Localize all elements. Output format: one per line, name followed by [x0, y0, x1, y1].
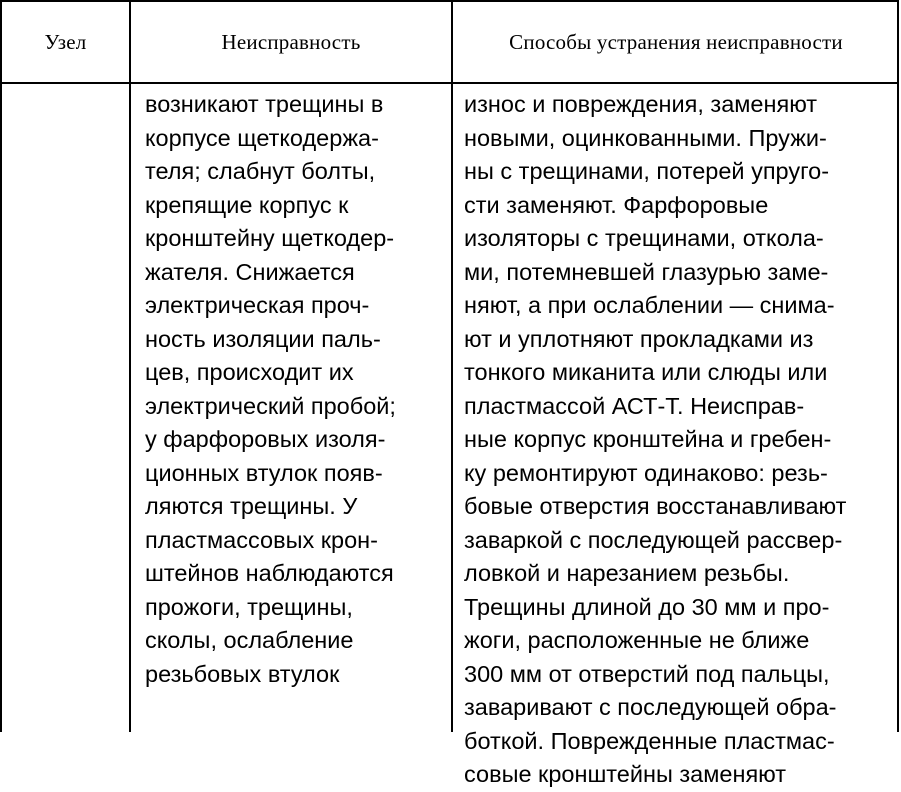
remedy-line: ми, потемневшей глазурью заме- — [464, 258, 829, 285]
fault-line: прожоги, трещины, — [145, 593, 353, 620]
fault-line: штейнов наблюдаются — [145, 560, 394, 586]
remedy-line: сти заменяют. Фарфоровые — [464, 191, 769, 218]
remedy-line: бовые отверстия восстанавливают — [464, 493, 847, 519]
header-node: Узел — [44, 29, 87, 54]
remedy-line: износ и повреждения, заменяют — [464, 91, 818, 117]
remedy-line: жоги, расположенные не ближе — [464, 627, 810, 653]
fault-line: резьбовых втулок — [145, 660, 340, 687]
remedy-line: няют, а при ослаблении — снима- — [464, 292, 835, 318]
remedy-line: новыми, оцинкованными. Пружи- — [464, 124, 827, 151]
fault-line: ляются трещины. У — [145, 493, 358, 519]
remedy-line: ны с трещинами, потерей упруго- — [464, 158, 830, 184]
remedy-line: тонкого миканита или слюды или — [464, 359, 828, 385]
fault-line: сколы, ослабление — [145, 627, 354, 653]
fault-line: кронштейну щеткодер- — [145, 225, 395, 251]
fault-line: электрический пробой; — [145, 392, 396, 419]
remedy-line: ные корпус кронштейна и гребен- — [464, 426, 832, 452]
cell-remedy — [464, 88, 846, 792]
column-divider-1 — [129, 2, 131, 732]
remedy-line: заваркой с последующей рассвер- — [464, 526, 843, 553]
remedy-line: заваривают с последующей обра- — [464, 694, 837, 720]
fault-line: ционных втулок появ- — [145, 459, 383, 486]
remedy-line: ют и уплотняют прокладками из — [464, 325, 814, 352]
fault-line: корпусе щеткодержа- — [145, 124, 379, 151]
header-fault: Неисправность — [221, 29, 361, 54]
fault-line: цев, происходит их — [145, 359, 354, 385]
remedy-line: ку ремонтируют одинаково: резь- — [464, 459, 828, 486]
remedy-line: изоляторы с трещинами, откола- — [464, 225, 824, 251]
header-divider — [2, 82, 897, 84]
column-divider-2 — [451, 2, 453, 732]
fault-line: электрическая проч- — [145, 292, 370, 318]
remedy-line: 300 мм от отверстий под пальцы, — [464, 660, 830, 687]
fault-line: крепящие корпус к — [145, 191, 349, 218]
remedy-line: ловкой и нарезанием резьбы. — [464, 560, 790, 586]
fault-line: пластмассовых крон- — [145, 526, 378, 553]
fault-line: жателя. Снижается — [145, 258, 355, 285]
fault-line: у фарфоровых изоля- — [145, 426, 386, 452]
remedy-line: Трещины длиной до 30 мм и про- — [464, 593, 830, 620]
header-remedy: Способы устранения неисправности — [509, 29, 843, 54]
remedy-line: боткой. Поврежденные пластмас- — [464, 727, 835, 754]
fault-line: теля; слабнут болты, — [145, 158, 376, 184]
cell-fault — [145, 88, 396, 691]
fault-line: возникают трещины в — [145, 91, 384, 117]
remedy-line: совые кронштейны заменяют — [464, 761, 787, 787]
remedy-line: пластмассой АСТ-Т. Неисправ- — [464, 392, 805, 419]
fault-line: ность изоляции паль- — [145, 325, 381, 352]
